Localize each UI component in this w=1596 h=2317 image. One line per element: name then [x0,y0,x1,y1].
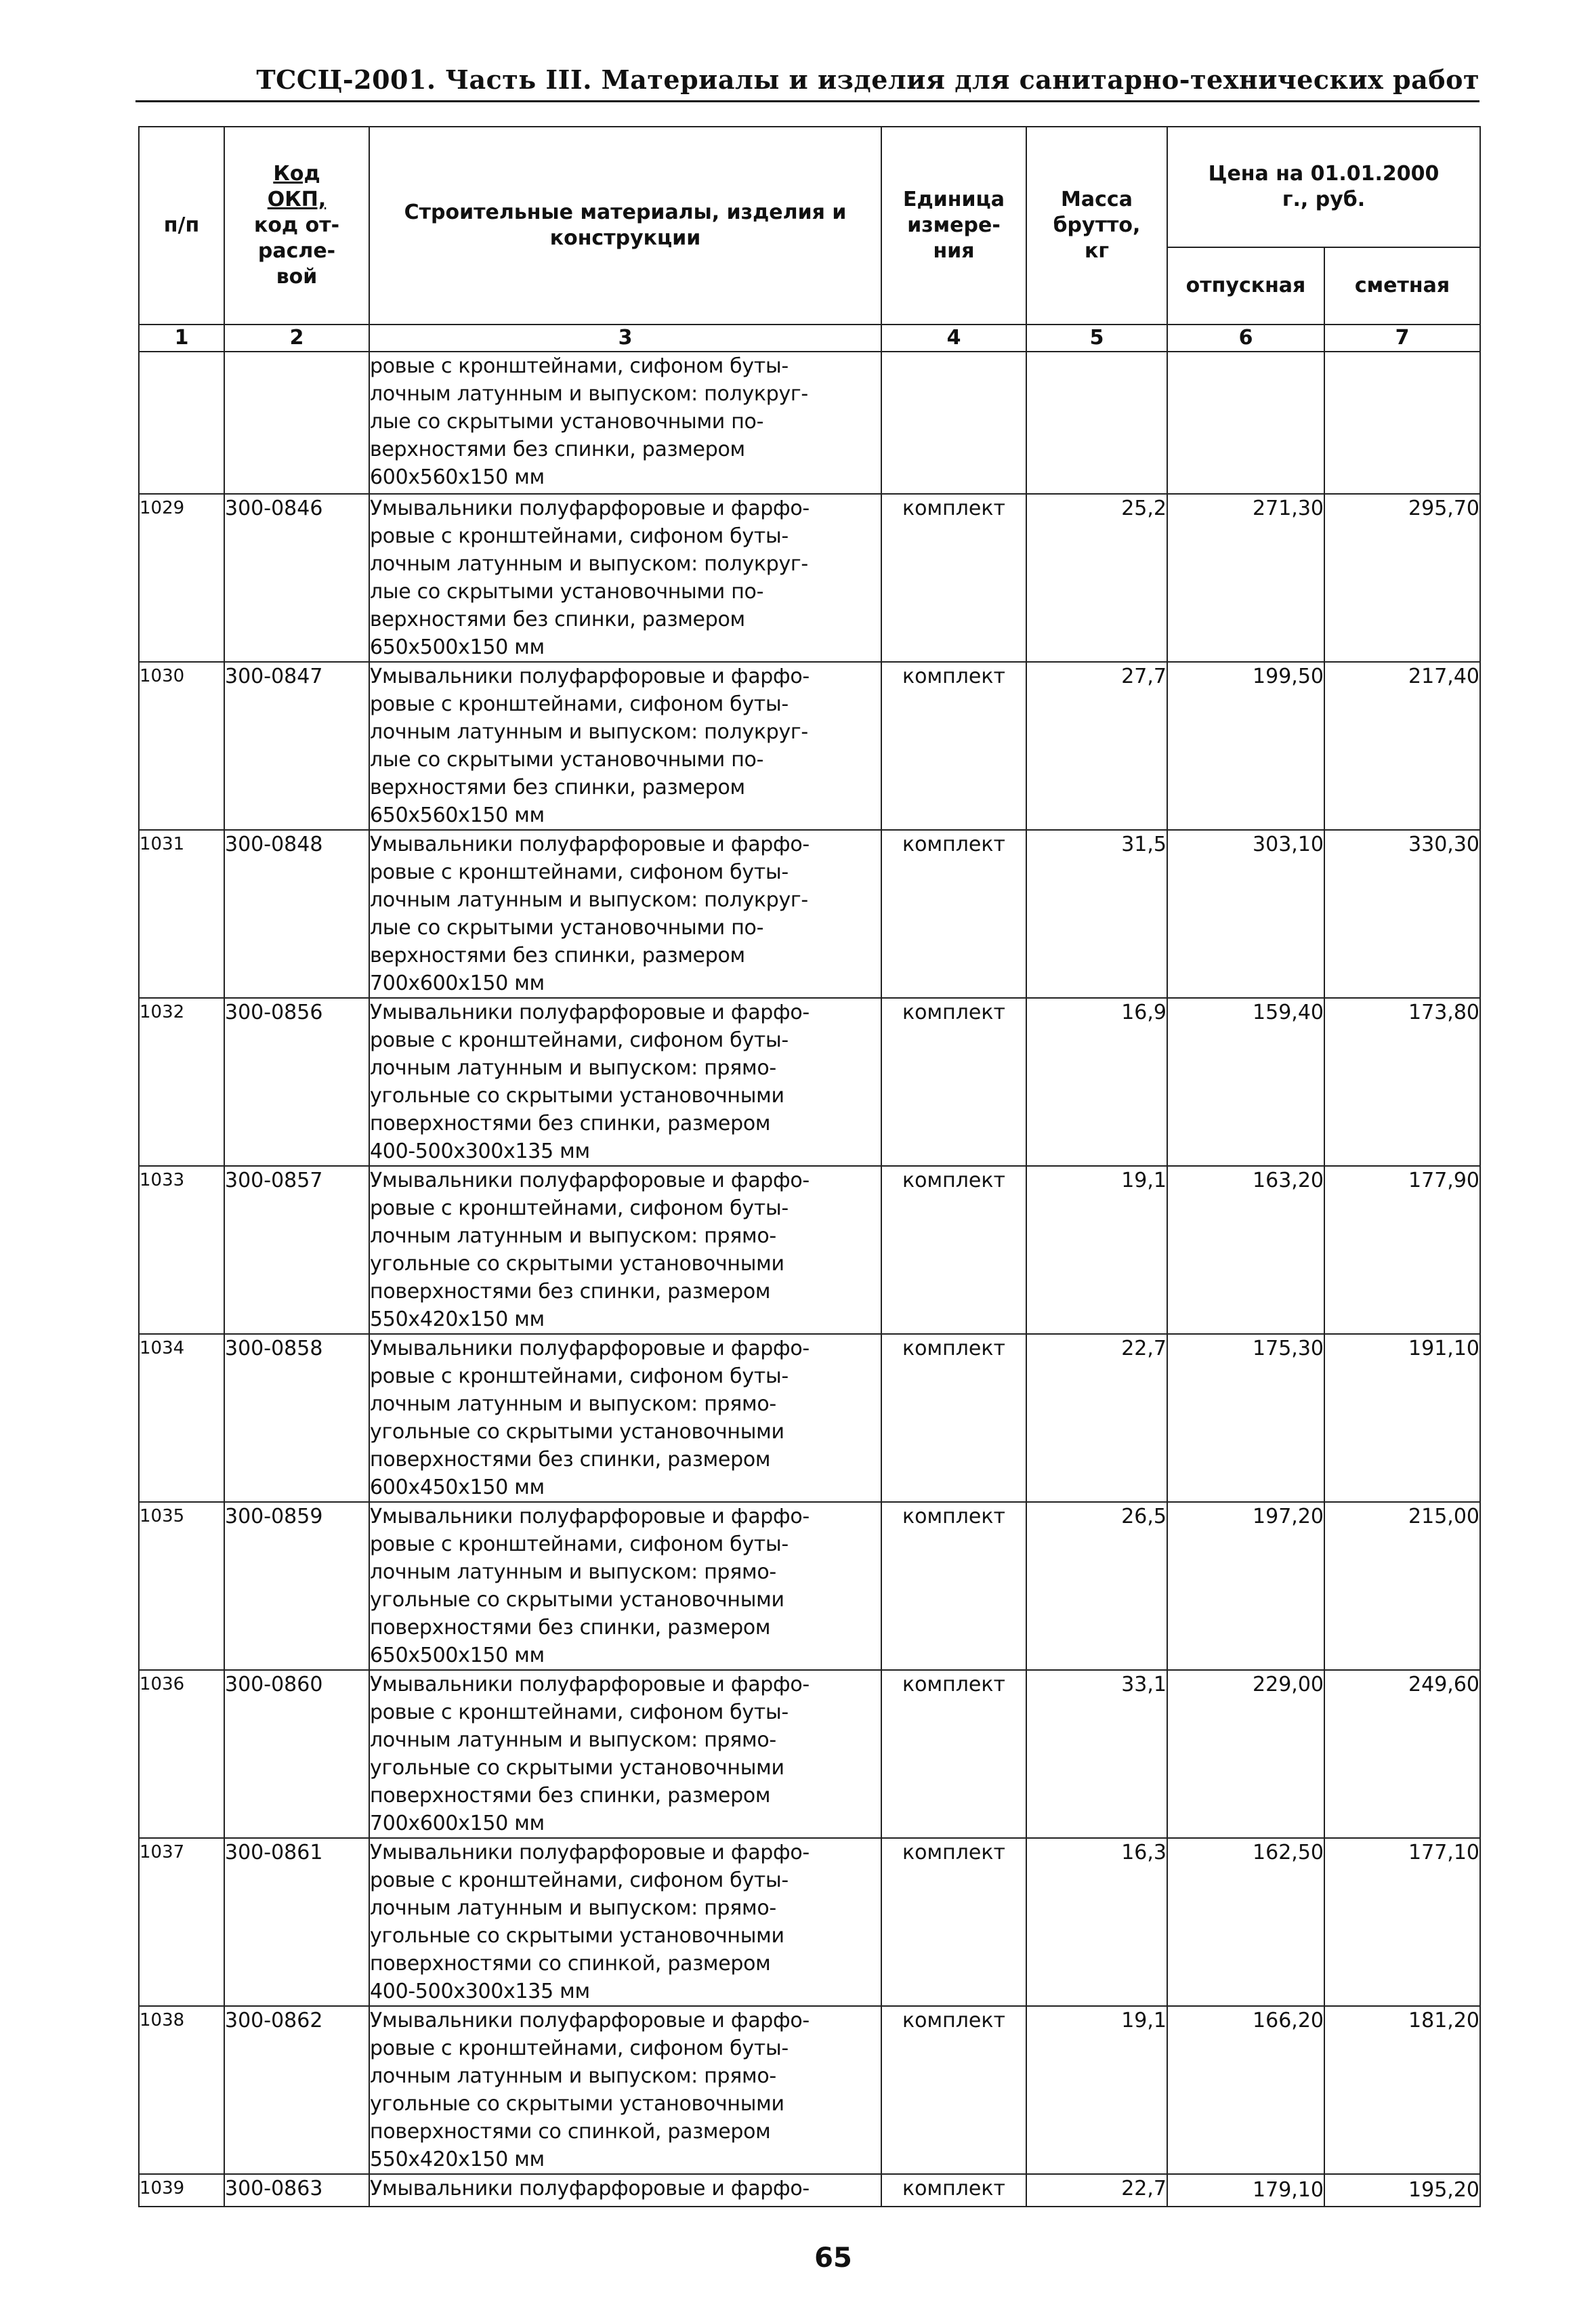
column-numbers-row [139,325,1480,352]
table-row [139,662,1480,830]
header-code-branch: код от- расле- вой [253,213,340,289]
col-num-2: 2 [224,325,369,352]
item-description: Умывальники полуфарфоровые и фарфо- ровые с кронштейнами, сифоном буты- лочным латунным и выпуском: полукруг- лые со скрытыми установочными по- верхностями без спинки, размером 650х560х150 мм [369,662,881,830]
header-name: Строительные материалы, изделия и конструкции [369,127,881,325]
release-price: 197,20 [1167,1502,1324,1670]
release-price: 162,50 [1167,1838,1324,2006]
row-number: 1032 [139,998,224,1166]
table-row [139,1670,1480,1838]
page-header [135,57,1479,102]
release-price: 199,50 [1167,662,1324,830]
gross-mass: 16,3 [1026,1838,1167,2006]
okp-code: 300-0848 [224,830,369,998]
col-num-6: 6 [1167,325,1324,352]
gross-mass: 19,1 [1026,1166,1167,1334]
unit-of-measure: комплект [881,1670,1026,1838]
row-number: 1037 [139,1838,224,2006]
estimate-price: 177,10 [1324,1838,1480,2006]
item-description: Умывальники полуфарфоровые и фарфо- ровые с кронштейнами, сифоном буты- лочным латунным и выпуском: прямо- угольные со скрытыми установочными поверхностями со спинкой, размером 400-500х300х135 мм [369,1838,881,2006]
row-number: 1038 [139,2006,224,2174]
estimate-price: 330,30 [1324,830,1480,998]
continuation-row [139,352,1480,494]
unit-of-measure: комплект [881,494,1026,662]
estimate-price: 173,80 [1324,998,1480,1166]
col-num-1: 1 [139,325,224,352]
row-number: 1039 [139,2174,224,2207]
header-price: Цена на 01.01.2000 г., руб. [1167,127,1480,247]
gross-mass: 27,7 [1026,662,1167,830]
estimate-price: 295,70 [1324,494,1480,662]
release-price: 166,20 [1167,2006,1324,2174]
gross-mass: 33,1 [1026,1670,1167,1838]
header-mass: Масса брутто, кг [1026,127,1167,325]
item-description: Умывальники полуфарфоровые и фарфо- ровые с кронштейнами, сифоном буты- лочным латунным и выпуском: прямо- угольные со скрытыми установочными поверхностями без спинки, размером 550х420х150 мм [369,1166,881,1334]
release-price: 159,40 [1167,998,1324,1166]
header-row [139,127,1480,247]
okp-code: 300-0856 [224,998,369,1166]
unit-of-measure: комплект [881,1838,1026,2006]
okp-code: 300-0861 [224,1838,369,2006]
estimate-price: 177,90 [1324,1166,1480,1334]
estimate-price: 215,00 [1324,1502,1480,1670]
price-table [138,126,1481,2207]
unit-of-measure: комплект [881,2174,1026,2207]
row-number: 1030 [139,662,224,830]
item-description: Умывальники полуфарфоровые и фарфо- ровые с кронштейнами, сифоном буты- лочным латунным и выпуском: полукруг- лые со скрытыми установочными по- верхностями без спинки, размером 650х500х150 мм [369,494,881,662]
header-code-okp: Код ОКП, [267,162,327,211]
row-number: 1034 [139,1334,224,1502]
release-price: 229,00 [1167,1670,1324,1838]
row-number: 1029 [139,494,224,662]
header-unit: Единица измере- ния [881,127,1026,325]
unit-of-measure: комплект [881,662,1026,830]
table-row [139,2174,1480,2207]
table-row [139,1502,1480,1670]
estimate-price: 195,20 [1324,2174,1480,2207]
item-description: Умывальники полуфарфоровые и фарфо- [369,2174,881,2207]
col-num-3: 3 [369,325,881,352]
col-num-7: 7 [1324,325,1480,352]
gross-mass: 22,7 [1026,2174,1167,2207]
table-row [139,1334,1480,1502]
release-price: 179,10 [1167,2174,1324,2207]
estimate-price: 217,40 [1324,662,1480,830]
header-code [224,127,369,325]
unit-of-measure: комплект [881,1166,1026,1334]
col-num-4: 4 [881,325,1026,352]
header-num: п/п [139,127,224,325]
col-num-5: 5 [1026,325,1167,352]
item-description: Умывальники полуфарфоровые и фарфо- ровые с кронштейнами, сифоном буты- лочным латунным и выпуском: прямо- угольные со скрытыми установочными поверхностями без спинки, размером 700х600х150 мм [369,1670,881,1838]
unit-of-measure: комплект [881,998,1026,1166]
row-number: 1031 [139,830,224,998]
unit-of-measure: комплект [881,830,1026,998]
table-body [139,325,1480,2207]
table-row [139,2006,1480,2174]
okp-code: 300-0860 [224,1670,369,1838]
continuation-desc: ровые с кронштейнами, сифоном буты- лочным латунным и выпуском: полукруг- лые со скрытыми установочными по- верхностями без спинки, размером 600х560х150 мм [369,352,881,494]
page-number: 65 [814,2242,852,2274]
okp-code: 300-0863 [224,2174,369,2207]
unit-of-measure: комплект [881,1502,1026,1670]
okp-code: 300-0859 [224,1502,369,1670]
gross-mass: 22,7 [1026,1334,1167,1502]
release-price: 163,20 [1167,1166,1324,1334]
estimate-price: 249,60 [1324,1670,1480,1838]
gross-mass: 16,9 [1026,998,1167,1166]
table-row [139,494,1480,662]
table-row [139,1166,1480,1334]
gross-mass: 26,5 [1026,1502,1167,1670]
estimate-price: 191,10 [1324,1334,1480,1502]
okp-code: 300-0858 [224,1334,369,1502]
gross-mass: 31,5 [1026,830,1167,998]
row-number: 1035 [139,1502,224,1670]
release-price: 175,30 [1167,1334,1324,1502]
okp-code: 300-0857 [224,1166,369,1334]
header-price-release: отпускная [1167,247,1324,325]
table-row [139,998,1480,1166]
item-description: Умывальники полуфарфоровые и фарфо- ровые с кронштейнами, сифоном буты- лочным латунным и выпуском: прямо- угольные со скрытыми установочными поверхностями без спинки, размером 600х450х150 мм [369,1334,881,1502]
row-number: 1033 [139,1166,224,1334]
running-title: ТССЦ-2001. Часть III. Материалы и изделия для санитарно-технических работ [256,64,1479,95]
table-row [139,1838,1480,2006]
okp-code: 300-0862 [224,2006,369,2174]
unit-of-measure: комплект [881,1334,1026,1502]
estimate-price: 181,20 [1324,2006,1480,2174]
release-price: 303,10 [1167,830,1324,998]
table-row [139,830,1480,998]
gross-mass: 19,1 [1026,2006,1167,2174]
okp-code: 300-0846 [224,494,369,662]
header-price-estimate: сметная [1324,247,1480,325]
okp-code: 300-0847 [224,662,369,830]
row-number: 1036 [139,1670,224,1838]
unit-of-measure: комплект [881,2006,1026,2174]
item-description: Умывальники полуфарфоровые и фарфо- ровые с кронштейнами, сифоном буты- лочным латунным и выпуском: прямо- угольные со скрытыми установочными поверхностями со спинкой, размером 550х420х150 мм [369,2006,881,2174]
gross-mass: 25,2 [1026,494,1167,662]
item-description: Умывальники полуфарфоровые и фарфо- ровые с кронштейнами, сифоном буты- лочным латунным и выпуском: полукруг- лые со скрытыми установочными по- верхностями без спинки, размером 700х600х150 мм [369,830,881,998]
item-description: Умывальники полуфарфоровые и фарфо- ровые с кронштейнами, сифоном буты- лочным латунным и выпуском: прямо- угольные со скрытыми установочными поверхностями без спинки, размером 400-500х300х135 мм [369,998,881,1166]
item-description: Умывальники полуфарфоровые и фарфо- ровые с кронштейнами, сифоном буты- лочным латунным и выпуском: прямо- угольные со скрытыми установочными поверхностями без спинки, размером 650х500х150 мм [369,1502,881,1670]
release-price: 271,30 [1167,494,1324,662]
